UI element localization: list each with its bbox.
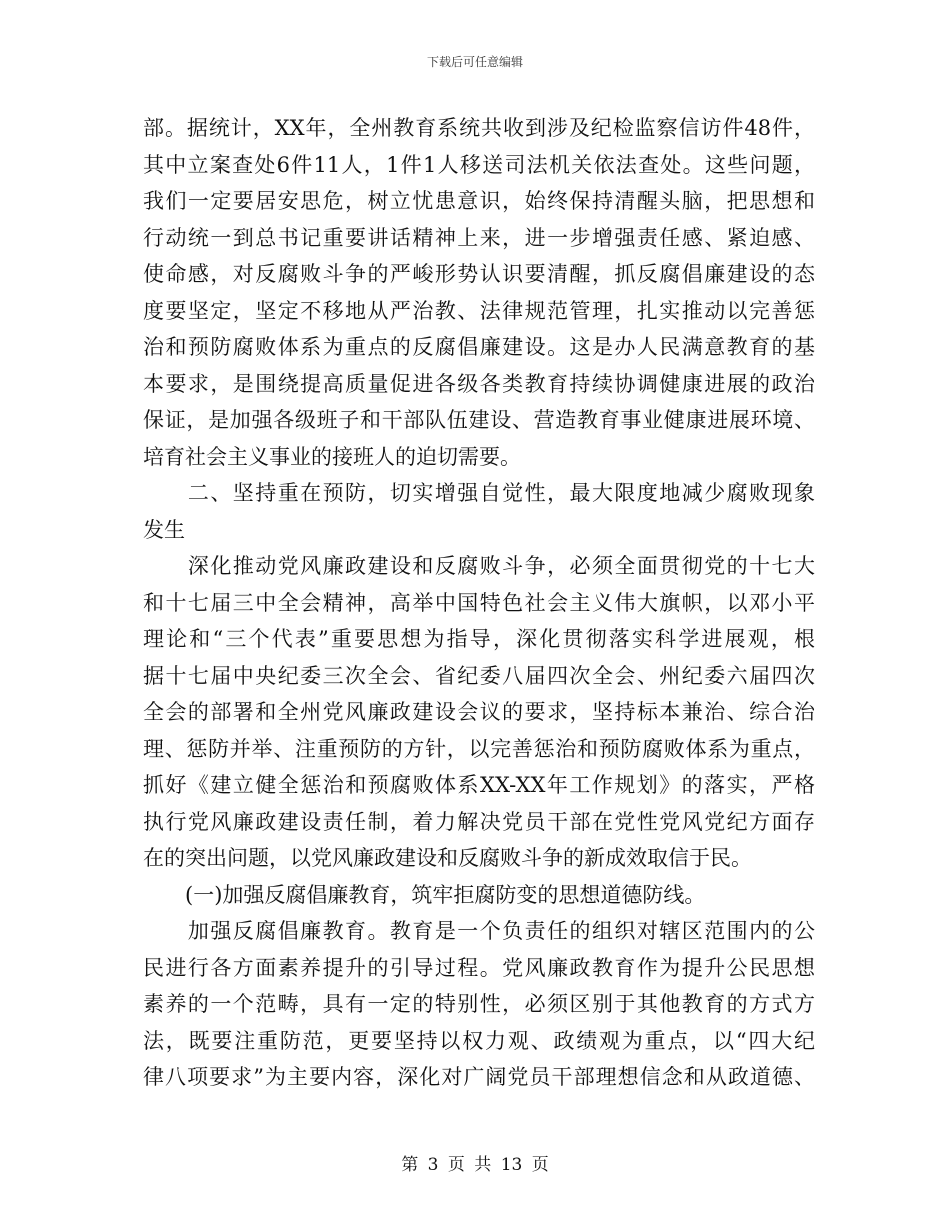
text-line: 治和预防腐败体系为重点的反腐倡廉建设。这是办人民满意教育的基: [143, 335, 815, 359]
subsection-heading-line: (一)加强反腐倡廉教育，筑牢拒腐防变的思想道德防线。: [143, 882, 706, 907]
text-line: 使命感，对反腐败斗争的严峻形势认识要清醒，抓反腐倡廉建设的态: [143, 262, 815, 286]
section-heading-line: 二、坚持重在预防，切实增强自觉性，最大限度地减少腐败现象: [143, 481, 815, 505]
text-line: 加强反腐倡廉教育。教育是一个负责任的组织对辖区范围内的公: [143, 919, 815, 943]
text-line: 深化推动党风廉政建设和反腐败斗争，必须全面贯彻党的十七大: [143, 554, 815, 578]
text-line: 理、惩防并举、注重预防的方针，以完善惩治和预防腐败体系为重点，: [143, 736, 815, 761]
text-line: 据十七届中央纪委三次全会、省纪委八届四次全会、州纪委六届四次: [143, 663, 815, 688]
text-line: 全会的部署和全州党风廉政建设会议的要求，坚持标本兼治、综合治: [143, 700, 815, 724]
document-body: [143, 110, 815, 1096]
text-line: 抓好《建立健全惩治和预腐败体系XX-XX年工作规划》的落实，严格: [143, 773, 815, 797]
page-header: 下载后可任意编辑: [426, 55, 523, 69]
text-line: 我们一定要居安思危，树立忧患意识，始终保持清醒头脑，把思想和: [143, 189, 815, 213]
text-line: 律八项要求”为主要内容，深化对广阔党员干部理想信念和从政道德、: [143, 1065, 815, 1089]
text-line: 理论和“三个代表”重要思想为指导，深化贯彻落实科学进展观，根: [143, 627, 815, 651]
text-line: 素养的一个范畴，具有一定的特别性，必须区别于其他教育的方式方: [143, 992, 815, 1016]
text-line: 和十七届三中全会精神，高举中国特色社会主义伟大旗帜，以邓小平: [143, 590, 815, 615]
text-line: 部。据统计，XX年，全州教育系统共收到涉及纪检监察信访件48件，: [143, 116, 815, 140]
text-line: 保证，是加强各级班子和干部队伍建设、营造教育事业健康进展环境、: [143, 408, 815, 432]
text-line: 本要求，是围绕提高质量促进各级各类教育持续协调健康进展的政治: [143, 371, 815, 396]
text-line: 行动统一到总书记重要讲话精神上来，进一步增强责任感、紧迫感、: [143, 225, 815, 250]
text-line: 执行党风廉政建设责任制，着力解决党员干部在党性党风党纪方面存: [143, 809, 815, 834]
text-line: 法，既要注重防范，更要坚持以权力观、政绩观为重点，以“四大纪: [143, 1028, 815, 1053]
section-heading-line: 发生: [143, 517, 185, 542]
text-line: 在的突出问题，以党风廉政建设和反腐败斗争的新成效取信于民。: [143, 846, 752, 870]
text-line: 其中立案查处6件11人，1件1人移送司法机关依法查处。这些问题，: [143, 152, 815, 177]
page-number-footer: 第 3 页 共 13 页: [401, 1155, 549, 1175]
text-line: 培育社会主义事业的接班人的迫切需要。: [143, 444, 521, 469]
text-line: 度要坚定，坚定不移地从严治教、法律规范管理，扎实推动以完善惩: [143, 298, 815, 323]
text-line: 民进行各方面素养提升的引导过程。党风廉政教育作为提升公民思想: [143, 955, 815, 980]
